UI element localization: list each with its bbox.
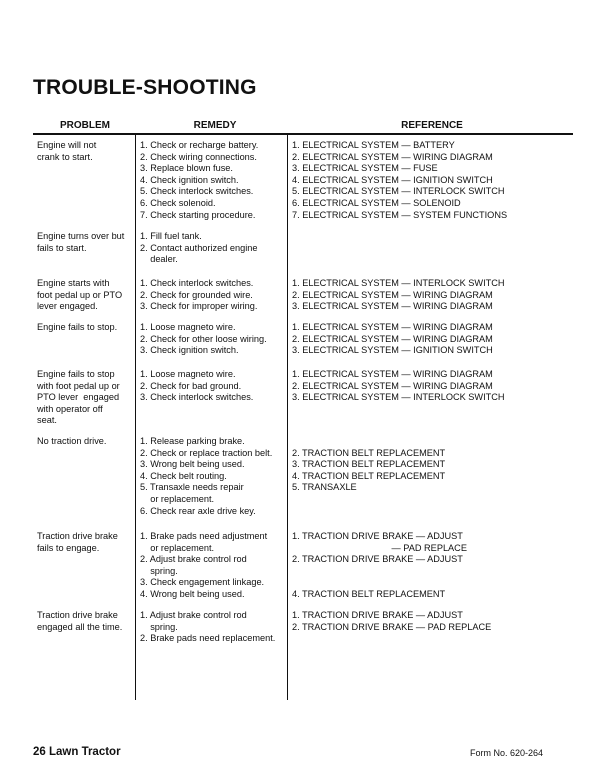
remedy-line: 1. Adjust brake control rod bbox=[140, 610, 247, 620]
remedy-line: 1. Check or recharge battery. bbox=[140, 140, 259, 150]
remedy-line: spring. bbox=[140, 565, 178, 576]
problem-line: engaged all the time. bbox=[37, 621, 123, 632]
page-footer-label: 26 Lawn Tractor bbox=[33, 746, 121, 758]
problem-cell bbox=[37, 140, 133, 163]
remedy-line: 3. Wrong belt being used. bbox=[140, 459, 245, 470]
remedy-line: 6. Check rear axle drive key. bbox=[140, 505, 256, 516]
problem-line: with operator off bbox=[37, 403, 103, 414]
remedy-line: spring. bbox=[140, 621, 178, 632]
page-title: TROUBLE-SHOOTING bbox=[33, 76, 257, 99]
remedy-line: 1. Brake pads need adjustment bbox=[140, 531, 268, 541]
remedy-line: or replacement. bbox=[140, 493, 215, 504]
remedy-line: 2. Brake pads need replacement. bbox=[140, 633, 276, 644]
reference-line: 3. ELECTRICAL SYSTEM — INTERLOCK SWITCH bbox=[292, 392, 505, 403]
reference-line: 4. TRACTION BELT REPLACEMENT bbox=[292, 470, 446, 481]
reference-cell bbox=[292, 610, 572, 633]
remedy-line: 3. Check interlock switches. bbox=[140, 392, 254, 403]
remedy-line: 4. Wrong belt being used. bbox=[140, 588, 245, 599]
remedy-cell bbox=[140, 140, 290, 221]
problem-line: PTO lever engaged bbox=[37, 392, 120, 403]
remedy-line: 3. Check for improper wiring. bbox=[140, 301, 258, 312]
reference-line: 1. ELECTRICAL SYSTEM — INTERLOCK SWITCH bbox=[292, 278, 505, 288]
remedy-cell bbox=[140, 436, 290, 517]
problem-line: No traction drive. bbox=[37, 436, 107, 446]
problem-line: foot pedal up or PTO bbox=[37, 289, 123, 300]
reference-line: 2. TRACTION DRIVE BRAKE — ADJUST bbox=[292, 554, 463, 565]
problem-line: lever engaged. bbox=[37, 301, 98, 312]
remedy-line: 2. Check for other loose wiring. bbox=[140, 333, 267, 344]
reference-line: 2. ELECTRICAL SYSTEM — WIRING DIAGRAM bbox=[292, 151, 493, 162]
reference-line: 2. TRACTION DRIVE BRAKE — PAD REPLACE bbox=[292, 621, 492, 632]
remedy-line: 7. Check starting procedure. bbox=[140, 209, 256, 220]
reference-line: 3. TRACTION BELT REPLACEMENT bbox=[292, 459, 446, 470]
remedy-cell bbox=[140, 531, 290, 601]
reference-line: 1. ELECTRICAL SYSTEM — WIRING DIAGRAM bbox=[292, 322, 493, 332]
remedy-line: 1. Loose magneto wire. bbox=[140, 369, 236, 379]
remedy-cell bbox=[140, 369, 290, 404]
reference-line bbox=[292, 577, 572, 589]
remedy-line: 1. Release parking brake. bbox=[140, 436, 245, 446]
header-reference: REFERENCE bbox=[401, 120, 463, 131]
reference-line: 2. TRACTION BELT REPLACEMENT bbox=[292, 447, 446, 458]
reference-cell bbox=[292, 140, 572, 221]
remedy-line: or replacement. bbox=[140, 542, 215, 553]
problem-cell bbox=[37, 322, 133, 334]
reference-line: 3. ELECTRICAL SYSTEM — FUSE bbox=[292, 163, 438, 174]
problem-line: Engine fails to stop bbox=[37, 369, 115, 379]
remedy-line: 3. Check engagement linkage. bbox=[140, 577, 265, 588]
remedy-line: 3. Replace blown fuse. bbox=[140, 163, 233, 174]
problem-cell bbox=[37, 436, 133, 448]
reference-line: 3. ELECTRICAL SYSTEM — IGNITION SWITCH bbox=[292, 345, 493, 356]
problem-line: seat. bbox=[37, 415, 57, 426]
problem-line: fails to start. bbox=[37, 242, 87, 253]
reference-line: 1. TRACTION DRIVE BRAKE — ADJUST bbox=[292, 610, 463, 620]
reference-line: 4. TRACTION BELT REPLACEMENT bbox=[292, 588, 446, 599]
problem-cell bbox=[37, 231, 133, 254]
remedy-line: 1. Fill fuel tank. bbox=[140, 231, 202, 241]
reference-line: 1. TRACTION DRIVE BRAKE — ADJUST bbox=[292, 531, 463, 541]
remedy-line: dealer. bbox=[140, 254, 178, 265]
problem-cell bbox=[37, 369, 133, 427]
problem-line: with foot pedal up or bbox=[37, 380, 120, 391]
problem-line: Engine starts with bbox=[37, 278, 110, 288]
remedy-line: 2. Check or replace traction belt. bbox=[140, 447, 273, 458]
reference-line: 1. ELECTRICAL SYSTEM — WIRING DIAGRAM bbox=[292, 369, 493, 379]
remedy-line: 4. Check belt routing. bbox=[140, 470, 227, 481]
header-rule bbox=[33, 133, 573, 135]
remedy-line: 6. Check solenoid. bbox=[140, 197, 216, 208]
form-number: Form No. 620-264 bbox=[470, 748, 544, 758]
remedy-line: 1. Check interlock switches. bbox=[140, 278, 254, 288]
reference-line: 7. ELECTRICAL SYSTEM — SYSTEM FUNCTIONS bbox=[292, 209, 508, 220]
column-divider-1 bbox=[135, 134, 136, 700]
problem-line: fails to engage. bbox=[37, 542, 100, 553]
reference-line bbox=[292, 436, 572, 448]
remedy-line: 2. Check for bad ground. bbox=[140, 380, 242, 391]
reference-line: 5. ELECTRICAL SYSTEM — INTERLOCK SWITCH bbox=[292, 186, 505, 197]
header-remedy: REMEDY bbox=[193, 120, 237, 131]
remedy-line: 1. Loose magneto wire. bbox=[140, 322, 236, 332]
remedy-cell bbox=[140, 231, 290, 266]
header-problem: PROBLEM bbox=[60, 120, 110, 131]
problem-cell bbox=[37, 531, 133, 554]
reference-line: 1. ELECTRICAL SYSTEM — BATTERY bbox=[292, 140, 455, 150]
reference-cell bbox=[292, 531, 572, 601]
problem-line: Engine will not bbox=[37, 140, 97, 150]
reference-line: 2. ELECTRICAL SYSTEM — WIRING DIAGRAM bbox=[292, 289, 493, 300]
problem-line: Engine turns over but bbox=[37, 231, 125, 241]
remedy-cell bbox=[140, 278, 290, 313]
remedy-line: 2. Adjust brake control rod bbox=[140, 554, 247, 565]
reference-line: 6. ELECTRICAL SYSTEM — SOLENOID bbox=[292, 197, 461, 208]
reference-line: 4. ELECTRICAL SYSTEM — IGNITION SWITCH bbox=[292, 174, 493, 185]
reference-cell bbox=[292, 369, 572, 404]
reference-line bbox=[292, 566, 572, 578]
problem-line: Traction drive brake bbox=[37, 531, 118, 541]
remedy-line: 5. Check interlock switches. bbox=[140, 186, 254, 197]
remedy-line: 4. Check ignition switch. bbox=[140, 174, 239, 185]
reference-cell bbox=[292, 322, 572, 357]
reference-cell bbox=[292, 436, 572, 494]
remedy-cell bbox=[140, 610, 290, 645]
reference-cell bbox=[292, 278, 572, 313]
reference-line: 5. TRANSAXLE bbox=[292, 482, 357, 493]
remedy-line: 2. Contact authorized engine bbox=[140, 242, 258, 253]
remedy-line: 5. Transaxle needs repair bbox=[140, 482, 244, 493]
reference-line: 2. ELECTRICAL SYSTEM — WIRING DIAGRAM bbox=[292, 333, 493, 344]
reference-line: 2. ELECTRICAL SYSTEM — WIRING DIAGRAM bbox=[292, 380, 493, 391]
remedy-line: 3. Check ignition switch. bbox=[140, 345, 239, 356]
problem-cell bbox=[37, 610, 133, 633]
problem-cell bbox=[37, 278, 133, 313]
remedy-line: 2. Check wiring connections. bbox=[140, 151, 257, 162]
reference-line: 3. ELECTRICAL SYSTEM — WIRING DIAGRAM bbox=[292, 301, 493, 312]
problem-line: Engine fails to stop. bbox=[37, 322, 118, 332]
problem-line: crank to start. bbox=[37, 151, 93, 162]
problem-line: Traction drive brake bbox=[37, 610, 118, 620]
remedy-line: 2. Check for grounded wire. bbox=[140, 289, 253, 300]
remedy-cell bbox=[140, 322, 290, 357]
reference-line: — PAD REPLACE bbox=[292, 542, 467, 553]
